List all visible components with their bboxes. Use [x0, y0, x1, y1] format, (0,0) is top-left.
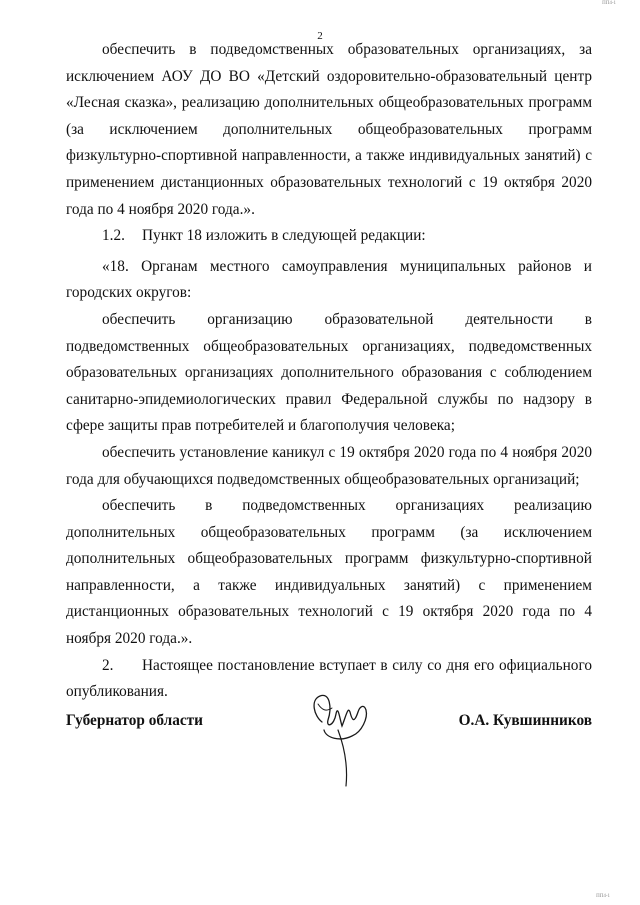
item-number: 1.2. [102, 227, 125, 245]
item-number: 2. [102, 656, 114, 674]
paragraph-text: Пункт 18 изложить в следующей редакции: [142, 227, 426, 245]
paragraph: обеспечить в подведомственных организациях реализацию дополнительных общеобразовательных программ (за исключением дополнительных общеобразовательных программ физкультурно-спортивной направленности, а также индивидуальных занятий) с применением дистанционных образовательных технологий с 19 октября 2020 года по 4 ноября 2020 года.». [66, 497, 592, 648]
corner-mark-bottom: ПП4-1 [596, 894, 610, 899]
paragraph: обеспечить установление каникул с 19 октября 2020 года по 4 ноября 2020 года для обучающихся подведомственных общеобразовательных организаций; [66, 443, 592, 488]
page-number: 2 [317, 30, 323, 42]
paragraph: обеспечить организацию образовательной деятельности в подведомственных общеобразовательных организациях, подведомственных образовательных организациях дополнительного образования с соблюдением санитарно-эпидемиологических правил Федеральной службы по надзору в сфере защиты прав потребителей и благополучия человека; [66, 310, 592, 435]
numbered-paragraph [66, 223, 592, 250]
corner-mark-top: ПП4-1 [602, 1, 616, 6]
signer-position: Губернатор области [66, 712, 203, 729]
paragraph: «18. Органам местного самоуправления муниципальных районов и городских округов: [66, 257, 592, 302]
signer-name: О.А. Кувшинников [458, 712, 592, 729]
body-text [66, 37, 592, 706]
handwritten-signature-icon [308, 686, 378, 790]
paragraph-text: Настоящее постановление вступает в силу со дня его официального опубликования. [66, 656, 592, 701]
paragraph: обеспечить в подведомственных образовательных организациях, за исключением АОУ ДО ВО «Детский оздоровительно-образовательный центр «Лесная сказка», реализацию дополнительных общеобразовательных программ (за исключением дополнительных общеобразовательных программ физкультурно-спортивной направленности, а также индивидуальных занятий) с применением дистанционных образовательных технологий с 19 октября 2020 года по 4 ноября 2020 года.». [66, 41, 592, 218]
